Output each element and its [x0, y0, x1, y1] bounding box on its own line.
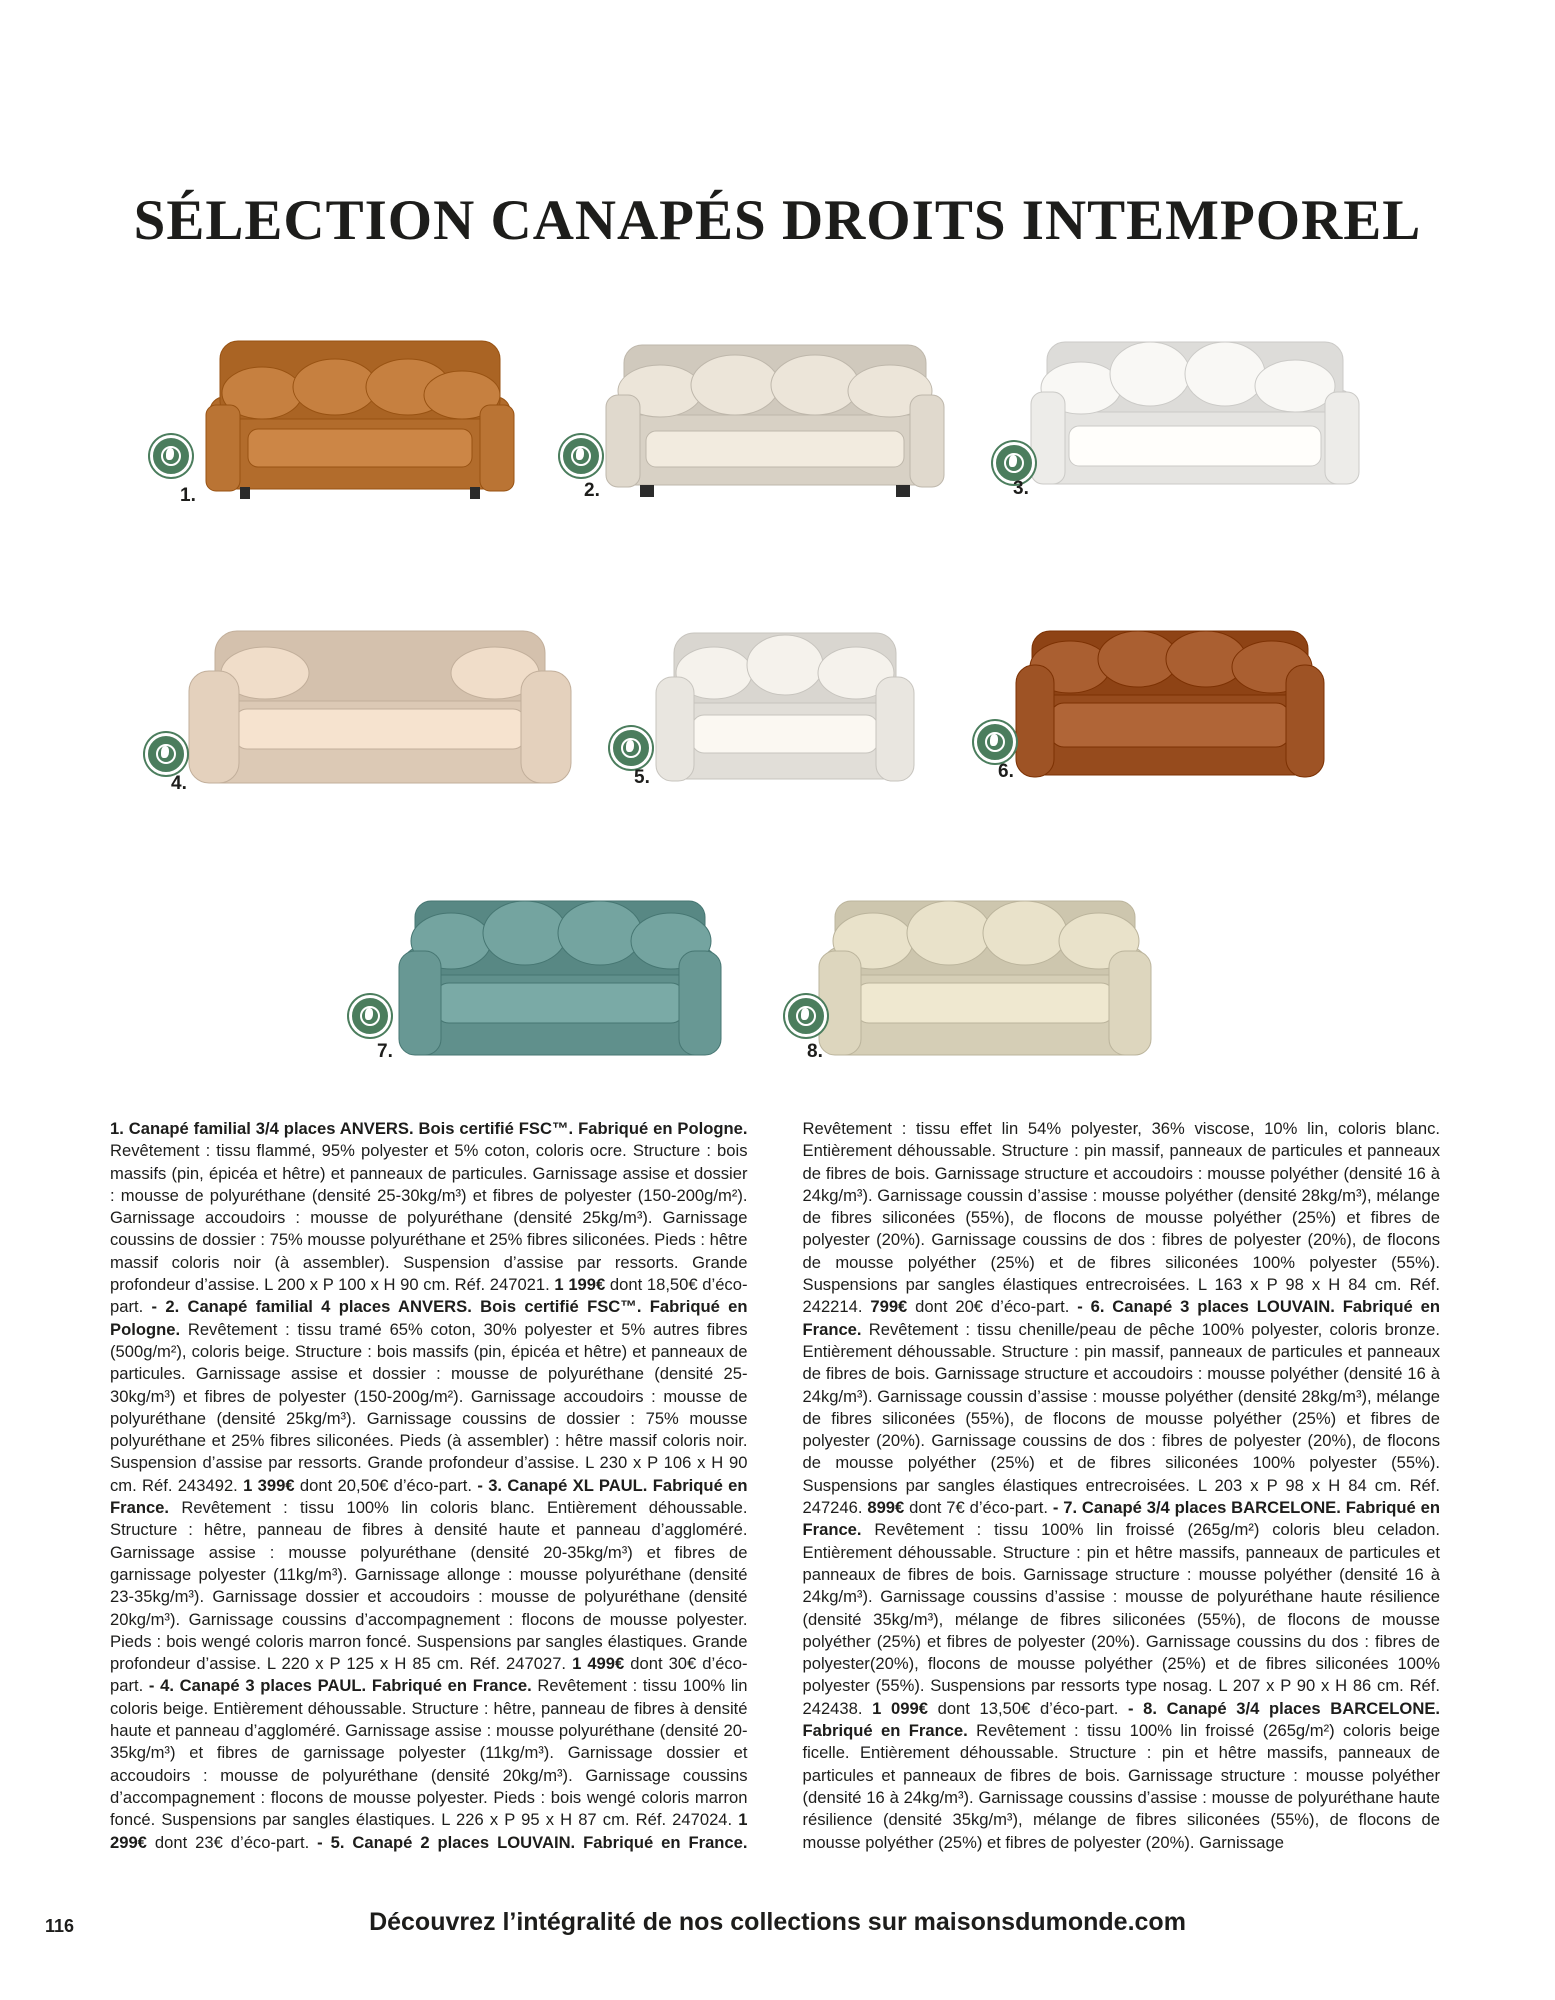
description-highlight: - 6. Canapé 3 places LOUVAIN. Fabriqué en France.: [802, 1297, 1441, 1339]
fsc-eco-icon: [610, 727, 652, 769]
fsc-eco-icon: [349, 995, 391, 1037]
description-highlight: 1 499€: [572, 1654, 625, 1674]
product-8-image: [807, 895, 1155, 1062]
description-highlight: 1 399€: [243, 1475, 295, 1495]
sofa-illustration: [600, 335, 950, 500]
description-text: Revêtement : tissu effet lin 54% polyester, 36% viscose, 10% lin, coloris blanc. Entièrement déhoussable. Structure : pin massif, panneaux de particules et panneaux de fibres de bois. Garnissage structure et accoudoirs : mousse polyéther (densité 16 à 24kg/m³). Garnissage coussin d’assise : mousse polyéther (densité 28kg/m³), mélange de fibres siliconées (55%), de flocons de mousse polyéther (25%) et fibres de polyester (20%). Garnissage coussins de dos : fibres de polyester (20%), de flocons de mousse polyéther (25%) et de fibres siliconées 100% polyester (55%). Suspensions par sangles élastiques entrecroisées. L 163 x P 98 x H 84 cm. Réf. 242214.: [802, 1119, 1440, 1317]
fsc-eco-icon: [785, 995, 827, 1037]
sofa-illustration: [1010, 625, 1330, 785]
description-text: dont 18,50€ d’éco-part.: [110, 1275, 748, 1317]
product-number: 6.: [998, 761, 1014, 782]
product-4-image: [171, 625, 575, 794]
footer-link-text[interactable]: Découvrez l’intégralité de nos collections sur maisonsdumonde.com: [369, 1908, 1186, 1936]
product-3-image: [1013, 330, 1365, 499]
description-text: Revêtement : tissu 100% lin froissé (265g/m²) coloris beige ficelle. Entièrement déhoussable. Structure : pin et hêtre massifs, panneaux de particules et panneaux de fibres de bois. Garnissage structure : mousse polyéther (densité 16 à 24kg/m³). Garnissage coussins d’assise : mousse de polyuréthane haute résilience (densité 35kg/m³), mélange de fibres siliconées (55%), de flocons de mousse polyéther (25%) et fibres de polyester (20%). Garnissage: [802, 1721, 1440, 1852]
product-number: 1.: [180, 485, 196, 506]
description-highlight: - 7. Canapé 3/4 places BARCELONE. Fabriqué en France.: [802, 1498, 1441, 1540]
description-text: dont 7€ d’éco-part.: [904, 1498, 1053, 1518]
fsc-eco-icon: [560, 435, 602, 477]
description-highlight: - 8. Canapé 3/4 places BARCELONE. Fabriqué en France.: [802, 1698, 1440, 1741]
product-number: 4.: [171, 773, 187, 794]
description-highlight: - 5. Canapé 2 places LOUVAIN. Fabriqué en France.: [317, 1832, 748, 1852]
description-highlight: 1. Canapé familial 3/4 places ANVERS. Bois certifié FSC™. Fabriqué en Pologne.: [110, 1119, 748, 1138]
page-title: SÉLECTION CANAPÉS DROITS INTEMPOREL: [133, 189, 1422, 252]
product-number: 3.: [1013, 478, 1029, 499]
product-descriptions: [110, 1118, 1440, 1868]
sofa-illustration: [815, 895, 1155, 1060]
description-highlight: - 3. Canapé XL PAUL. Fabriqué en France.: [110, 1475, 748, 1518]
description-text: Revêtement : tissu 100% lin froissé (265g/m²) coloris bleu celadon. Entièrement déhoussable. Structure : pin et hêtre massifs, panneaux de particules et panneaux de fibres de bois. Garnissage structure : mousse polyéther (densité 16 à 24kg/m³). Garnissage coussins d’assise : mousse de polyuréthane haute résilience (densité 35kg/m³), mélange de fibres siliconées (55%), de flocons de mousse polyéther (25%) et fibres de polyester (20%). Garnissage coussins du dos : fibres de polyester(20%), flocons de mousse polyéther (25%) et de fibres siliconées 100% polyester (55%). Suspensions par ressorts type nosag. L 207 x P 90 x H 86 cm. Réf. 242438.: [802, 1520, 1440, 1718]
description-text: Revêtement : tissu 100% lin coloris blanc. Entièrement déhoussable. Structure : hêtre, panneau de fibres à densité haute et panneau d’aggloméré. Garnissage assise : mousse polyuréthane (densité 20-35kg/m³) et fibres de garnissage polyester (11kg/m³). Garnissage allonge : mousse polyuréthane (densité 23-35kg/m³). Garnissage dossier et accoudoirs : mousse de polyuréthane (densité 20kg/m³). Garnissage coussins d’accompagnement : flocons de mousse polyester. Pieds : bois wengé coloris marron foncé. Suspensions par sangles élastiques. Grande profondeur d’assise. L 220 x P 125 x H 85 cm. Réf. 247027.: [110, 1498, 748, 1674]
description-text: dont 30€ d’éco-part.: [110, 1654, 748, 1696]
description-highlight: 1 299€: [110, 1810, 748, 1852]
description-highlight: 1 199€: [554, 1275, 606, 1295]
sofa-illustration: [650, 625, 920, 785]
product-number: 7.: [377, 1041, 393, 1062]
description-text: Revêtement : tissu flammé, 95% polyester et 5% coton, coloris ocre. Structure : bois massifs (pin, épicéa et hêtre) et panneaux de particules. Garnissage assise et dossier : mousse de polyuréthane (densité 25-30kg/m³) et fibres de polyester (150-200g/m²). Garnissage accoudoirs : mousse de polyuréthane (densité 25kg/m³). Garnissage coussins de dossier : 75% mousse polyuréthane et 25% fibres siliconées. Pieds : hêtre massif coloris noir (à assembler). Suspension d’assise par ressorts. Grande profondeur d’assise. L 200 x P 100 x H 90 cm. Réf. 247021.: [110, 1141, 748, 1295]
sofa-illustration: [1025, 330, 1365, 490]
sofa-illustration: [200, 335, 520, 505]
product-1-image: [180, 335, 520, 506]
description-highlight: 1 099€: [872, 1698, 928, 1718]
description-text: dont 23€ d’éco-part.: [146, 1832, 318, 1852]
description-highlight: 899€: [867, 1498, 905, 1518]
description-highlight: - 2. Canapé familial 4 places ANVERS. Bois certifié FSC™. Fabriqué en Pologne.: [110, 1297, 748, 1339]
sofa-illustration: [185, 625, 575, 790]
product-number: 8.: [807, 1041, 823, 1062]
description-highlight: - 4. Canapé 3 places PAUL. Fabriqué en France.: [148, 1676, 532, 1696]
description-text: dont 20€ d’éco-part.: [907, 1297, 1078, 1317]
description-text: Revêtement : tissu chenille/peau de pêche 100% polyester, coloris bronze. Entièrement déhoussable. Structure : pin massif, panneaux de particules et panneaux de fibres de bois. Garnissage structure et accoudoirs : mousse polyéther (densité 16 à 24kg/m³). Garnissage coussin d’assise : mousse polyéther (densité 28kg/m³), mélange de fibres siliconées (55%), de flocons de mousse polyéther (25%) et fibres de polyester (20%). Garnissage coussins de dos : fibres de polyester (20%), de flocons de mousse polyéther (25%) et de fibres siliconées 100% polyester (55%). Suspensions par sangles élastiques entrecroisées. L 203 x P 98 x H 84 cm. Réf. 247246.: [802, 1319, 1440, 1518]
product-number: 5.: [634, 767, 650, 788]
product-7-image: [377, 895, 725, 1062]
product-2-image: [584, 335, 950, 501]
description-highlight: 799€: [870, 1297, 908, 1317]
description-text: dont 20,50€ d’éco-part.: [294, 1475, 478, 1495]
sofa-illustration: [395, 895, 725, 1060]
fsc-eco-icon: [150, 435, 192, 477]
fsc-eco-icon: [974, 721, 1016, 763]
fsc-eco-icon: [145, 733, 187, 775]
page-number: 116: [45, 1916, 75, 1936]
product-6-image: [998, 625, 1330, 785]
product-number: 2.: [584, 480, 600, 501]
product-5-image: [634, 625, 920, 788]
description-text: Revêtement : tissu tramé 65% coton, 30% polyester et 5% autres fibres (500g/m²), coloris beige. Structure : bois massifs (pin, épicéa et hêtre) et panneaux de particules. Garnissage assise et dossier : mousse de polyuréthane (densité 25-30kg/m³) et fibres de polyester (150-200g/m²). Garnissage accoudoirs : mousse de polyuréthane (densité 25kg/m³). Garnissage coussins de dossier : 75% mousse polyuréthane et 25% fibres siliconées. Pieds (à assembler) : hêtre massif coloris noir. Suspension d’assise par ressorts. Grande profondeur d’assise. L 230 x P 106 x H 90 cm. Réf. 243492.: [110, 1319, 748, 1495]
description-text: Revêtement : tissu 100% lin coloris beige. Entièrement déhoussable. Structure : hêtre, panneau de fibres à densité haute et panneau d’aggloméré. Garnissage assise : mousse polyuréthane (densité 20-35kg/m³) et fibres de garnissage polyester (11kg/m³). Garnissage dossier et accoudoirs : mousse de polyuréthane (densité 20kg/m³). Garnissage coussins d’accompagnement : flocons de mousse polyester. Pieds : bois wengé coloris marron foncé. Suspensions par sangles élastiques. L 226 x P 95 x H 87 cm. Réf. 247024.: [110, 1676, 748, 1830]
description-text: dont 13,50€ d’éco-part.: [927, 1698, 1128, 1718]
